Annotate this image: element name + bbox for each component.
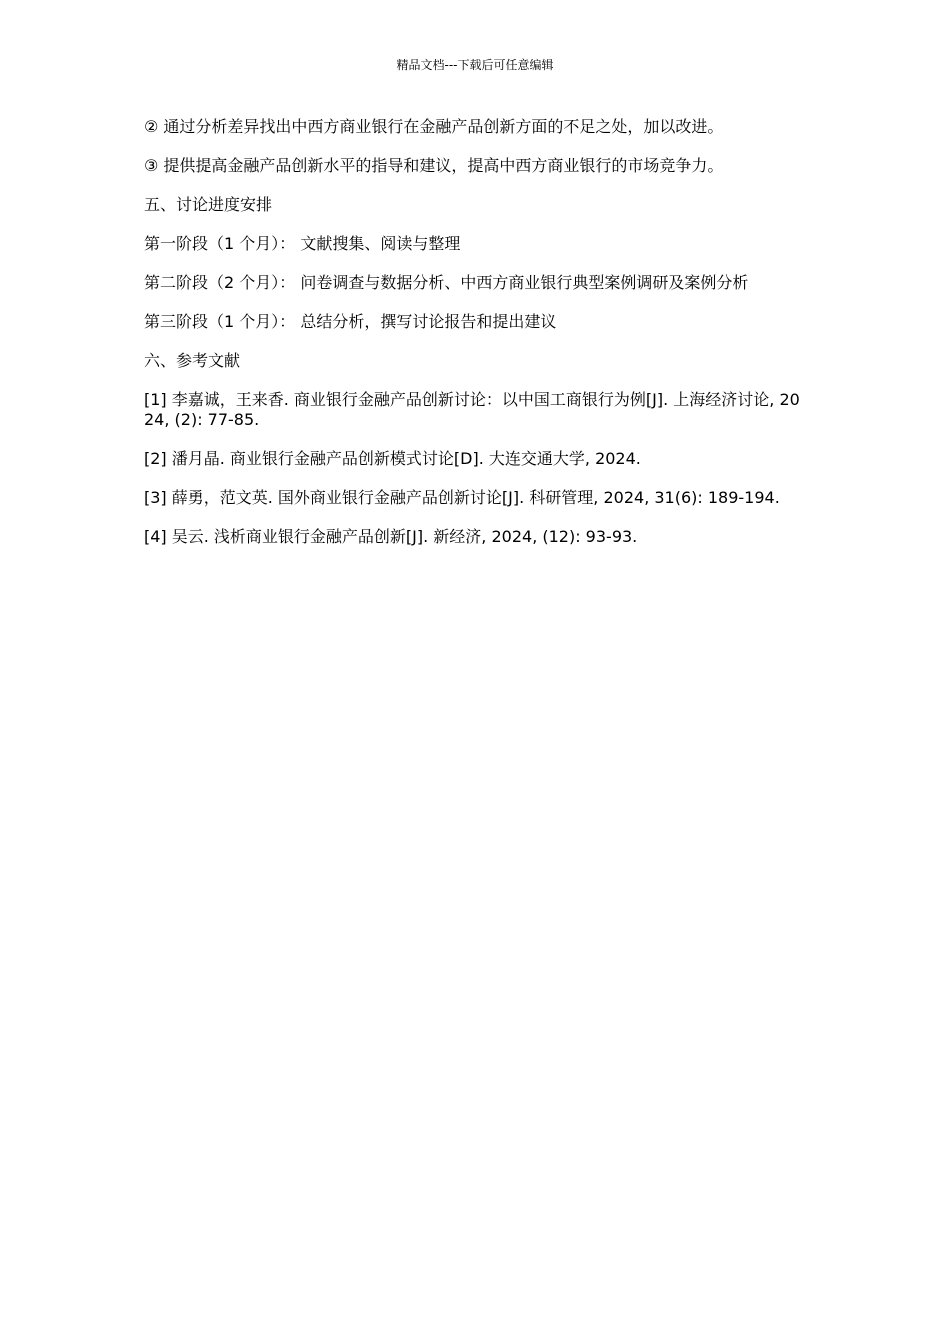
schedule-stage-3: 第三阶段（1 个月）： 总结分析，撰写讨论报告和提出建议 <box>144 312 557 331</box>
reference-item-1: [1] 李嘉诚，王来香. 商业银行金融产品创新讨论：以中国工商银行为例[J]. 上海经济讨论, 2024, (2): 77-85. <box>144 390 800 429</box>
reference-item-2: [2] 潘月晶. 商业银行金融产品创新模式讨论[D]. 大连交通大学, 2024. <box>144 449 641 468</box>
schedule-stage-2: 第二阶段（2 个月）： 问卷调查与数据分析、中西方商业银行典型案例调研及案例分析 <box>144 273 749 292</box>
page-header: 精品文档---下载后可任意编辑 <box>396 58 554 72</box>
document-body <box>144 117 806 566</box>
reference-item-3: [3] 薛勇，范文英. 国外商业银行金融产品创新讨论[J]. 科研管理, 2024, 31(6): 189-194. <box>144 488 780 507</box>
section-heading-references: 六、参考文献 <box>144 351 241 370</box>
section-heading-schedule: 五、讨论进度安排 <box>144 195 273 214</box>
schedule-stage-1: 第一阶段（1 个月）： 文献搜集、阅读与整理 <box>144 234 461 253</box>
research-goal-2: ② 通过分析差异找出中西方商业银行在金融产品创新方面的不足之处，加以改进。 <box>144 117 724 136</box>
research-goal-3: ③ 提供提高金融产品创新水平的指导和建议，提高中西方商业银行的市场竞争力。 <box>144 156 724 175</box>
reference-item-4: [4] 吴云. 浅析商业银行金融产品创新[J]. 新经济, 2024, (12): 93-93. <box>144 527 638 546</box>
